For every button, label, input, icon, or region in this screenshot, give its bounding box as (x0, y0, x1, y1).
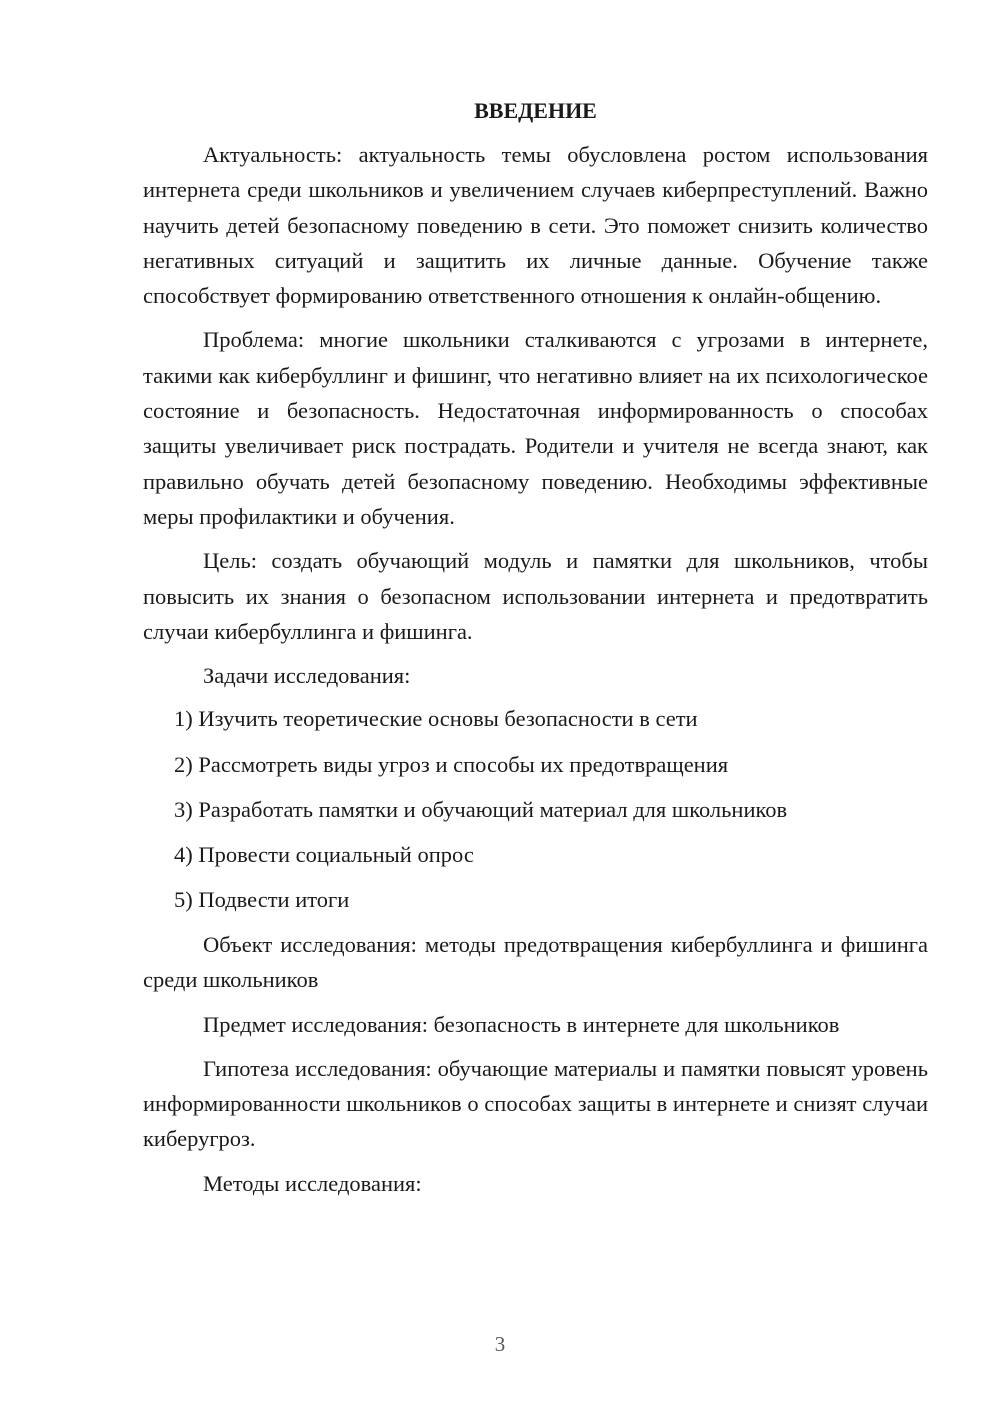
task-text: Разработать памятки и обучающий материал для школьников (198, 796, 788, 822)
task-number: 4) (174, 841, 193, 867)
tasks-list (143, 701, 928, 917)
list-item (143, 701, 928, 736)
list-item (143, 882, 928, 917)
task-text: Подвести итоги (198, 886, 350, 912)
problem-paragraph: Проблема: многие школьники сталкиваются с угрозами в интернете, такими как кибербуллинг и фишинг, что негативно влияет на их психологическое состояние и безопасность. Недостаточная информированность о способах защиты увеличивает риск пострадать. Родители и учителя не всегда знают, как правильно обучать детей безопасному поведению. Необходимы эффективные меры профилактики и обучения. (143, 327, 928, 529)
relevance-paragraph: Актуальность: актуальность темы обусловлена ростом использования интернета среди школьников и увеличением случаев киберпреступлений. Важно научить детей безопасному поведению в сети. Это поможет снизить количество негативных ситуаций и защитить их личные данные. Обучение также способствует формированию ответственного отношения к онлайн-общению. (143, 142, 928, 309)
hypothesis-paragraph: Гипотеза исследования: обучающие материалы и памятки повысят уровень информированности школьников о способах защиты в интернете и снизят случаи киберугроз. (143, 1055, 928, 1152)
subject-paragraph: Предмет исследования: безопасность в интернете для школьников (203, 1011, 840, 1037)
list-item (143, 837, 928, 872)
goal-paragraph: Цель: создать обучающий модуль и памятки для школьников, чтобы повысить их знания о безопасном использовании интернета и предотвратить случаи кибербуллинга и фишинга. (143, 548, 928, 644)
task-number: 1) (174, 706, 193, 732)
task-text: Рассмотреть виды угроз и способы их предотвращения (198, 751, 729, 777)
section-title: ВВЕДЕНИЕ (474, 98, 597, 123)
task-number: 2) (174, 751, 193, 777)
task-number: 5) (174, 886, 193, 912)
list-item (143, 792, 928, 827)
task-text: Изучить теоретические основы безопасности в сети (198, 706, 698, 732)
methods-label: Методы исследования: (203, 1170, 422, 1196)
page-content (143, 93, 928, 1209)
task-text: Провести социальный опрос (198, 841, 474, 867)
task-number: 3) (174, 796, 193, 822)
object-paragraph: Объект исследования: методы предотвращения кибербуллинга и фишинга среди школьников (143, 931, 928, 993)
tasks-label: Задачи исследования: (203, 663, 411, 689)
page-number: 3 (494, 1332, 506, 1356)
list-item (143, 747, 928, 782)
